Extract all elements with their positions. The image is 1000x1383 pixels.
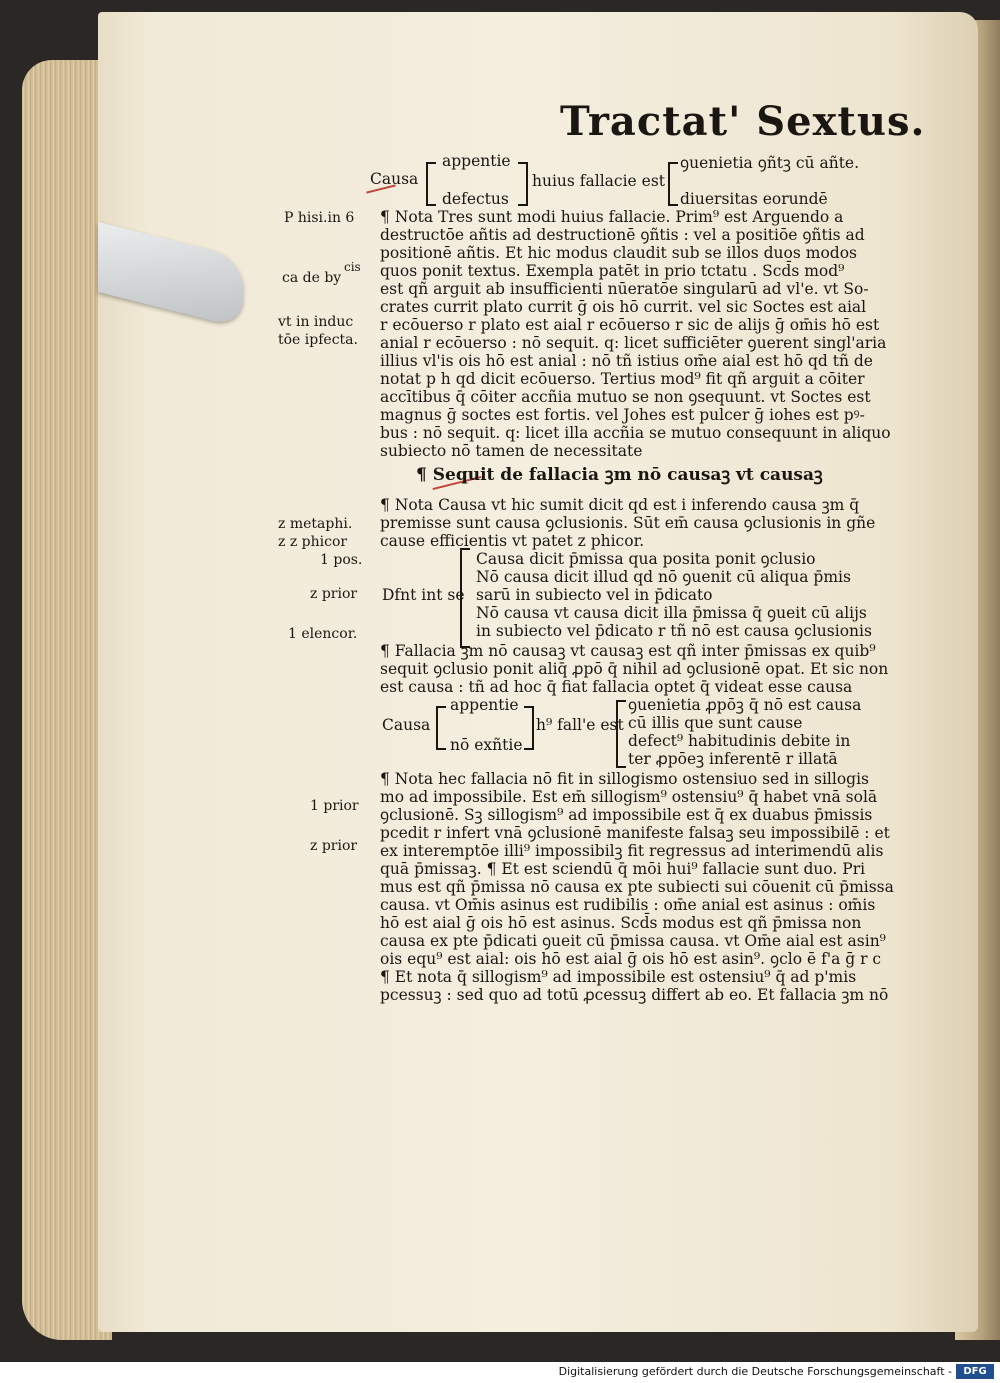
text-line: subiecto nō tamen de necessitate — [380, 442, 643, 460]
text-line: notat p h qd dicit ecōuerso. Tertius mod⁹ fit qñ arguit a cōiter — [380, 370, 865, 388]
margin-note: P hisi.in 6 — [284, 210, 355, 226]
causa-1-top: appentie — [442, 152, 511, 170]
text-line: magnus ḡ soctes est fortis. vel Johes est pulcer ḡ iohes est pꝰ- — [380, 406, 865, 424]
text-line: ¶ Nota Causa vt hic sumit dicit qd est i inferendo causa ꝫm q̄ — [380, 496, 860, 514]
text-line: illius vl'is ois hō est anial : nō tñ istius om̄e aial est hō qd tñ de — [380, 352, 873, 370]
bracket-left-2 — [616, 700, 626, 768]
bracket-right — [524, 706, 534, 750]
margin-note: 1 prior — [310, 798, 359, 814]
causa-1-bottom: defectus — [442, 190, 509, 208]
causa-1-right-bottom: diuersitas eorundē — [680, 190, 828, 208]
text-line: hō est aial ḡ ois hō est asinus. Scd̄s modus est qñ p̄missa non — [380, 914, 862, 932]
margin-note: z metaphi. — [278, 516, 353, 532]
causa-2-middle: h⁹ fall'e est — [536, 716, 624, 734]
text-line: ¶ Et nota q̄ sillogism⁹ ad impossibile est ostensiu⁹ q̄ ad p'mis — [380, 968, 857, 986]
text-line: sequit ꝯclusio ponit aliq̄ ꝓpō q̄ nihil ad ꝯclusionē opat. Et sic non — [380, 660, 889, 678]
text-line: mus est qñ p̄missa nō causa ex pte subiecti sui cōuenit cū p̄missa — [380, 878, 894, 896]
definition-line: Causa dicit p̄missa qua posita ponit ꝯclusio — [476, 550, 816, 568]
causa-2-bottom: nō exñtie — [450, 736, 523, 754]
causa-2-right-line: ter ꝓpōeꝫ inferentē r illatā — [628, 750, 838, 768]
margin-note: cis — [344, 260, 361, 274]
margin-note: z z phicor — [278, 534, 348, 550]
text-line: cause efficientis vt patet z phicor. — [380, 532, 645, 550]
section-title: ¶ Sequit de fallacia ꝫm nō causaꝫ vt causaꝫ — [416, 465, 823, 485]
text-line: ex interemptōe illi⁹ impossibilꝫ fit regressus ad interimendū alis — [380, 842, 884, 860]
causa-2-top: appentie — [450, 696, 519, 714]
causa-2-label: Causa — [382, 716, 431, 734]
text-line: ois equ⁹ est aial: ois hō est aial ḡ ois hō est asin⁹. ꝯclo ē f'a ḡ r c — [380, 950, 882, 968]
text-line: ꝯclusionē. Sꝫ sillogism⁹ ad impossibile est q̄ ex duabus p̄missis — [380, 806, 873, 824]
definition-line: Nō causa dicit illud qd nō ꝯuenit cū aliqua p̄mis — [476, 568, 851, 586]
text-line: mo ad impossibile. Est em̄ sillogism⁹ ostensiu⁹ q̄ habet vnā solā — [380, 788, 878, 806]
margin-note: z prior — [310, 838, 358, 854]
margin-note: tōe ipfecta. — [278, 332, 358, 348]
bracket-left — [436, 706, 446, 750]
text-line: premisse sunt causa ꝯclusionis. Sūt em̄ causa ꝯclusionis in gñe — [380, 514, 876, 532]
text-line: quā p̄missaꝫ. ¶ Et est sciendū q̄ mōi hui⁹ fallacie sunt duo. Pri — [380, 860, 866, 878]
text-line: anial r ecōuerso : nō sequit. q: licet sufficiēter ꝯuerent singl'aria — [380, 334, 887, 352]
digitization-footer — [0, 1362, 1000, 1383]
causa-1-right-top: ꝯuenietia ꝯñtꝫ cū añte. — [680, 154, 860, 172]
margin-note: 1 elencor. — [288, 626, 358, 642]
causa-2-right-line: defect⁹ habitudinis debite in — [628, 732, 851, 750]
footer-credit: Digitalisierung gefördert durch die Deutsche Forschungsgemeinschaft - — [558, 1365, 952, 1378]
margin-note: z prior — [310, 586, 358, 602]
definition-line: in subiecto vel p̄dicato r tñ nō est causa ꝯclusionis — [476, 622, 872, 640]
causa-1-middle: huius fallacie est — [532, 172, 666, 190]
page-clip-holder — [98, 222, 243, 328]
margin-note: ca de by — [282, 270, 342, 286]
text-line: pcessuꝫ : sed quo ad totū ꝓcessuꝫ differt ab eo. Et fallacia ꝫm nō — [380, 986, 889, 1004]
text-line: crates currit plato currit ḡ ois hō currit. vel sic Soctes est aial — [380, 298, 867, 316]
definition-label: Dfnt int se — [382, 586, 465, 604]
causa-2-right-line: cū illis que sunt cause — [628, 714, 803, 732]
bracket-left — [426, 162, 436, 206]
dfg-logo: DFG — [956, 1364, 994, 1379]
margin-note: vt in induc — [278, 314, 354, 330]
bracket-left — [460, 548, 470, 648]
bracket-right — [518, 162, 528, 206]
text-line: est causa : tñ ad hoc q̄ fiat fallacia optet q̄ videat esse causa — [380, 678, 853, 696]
definition-line: Nō causa vt causa dicit illa p̄missa q̄ ꝯueit cū alijs — [476, 604, 867, 622]
text-line: destructōe añtis ad destructionē ꝯñtis : vel a positiōe ꝯñtis ad — [380, 226, 865, 244]
book-page — [98, 12, 978, 1332]
text-line: positionē añtis. Et hic modus claudit sub se illos duos modos — [380, 244, 857, 262]
text-line: pcedit r infert vnā ꝯclusionē manifeste falsaꝫ seu impossibilē : et — [380, 824, 890, 842]
causa-2-right-line: ꝯuenietia ꝓpōꝫ q̄ nō est causa — [628, 696, 862, 714]
page-heading: Tractat' Sextus. — [560, 98, 926, 145]
text-line: ¶ Fallacia ꝫm nō causaꝫ vt causaꝫ est qñ inter p̄missas ex quib⁹ — [380, 642, 876, 660]
text-line: est qñ arguit ab insufficienti nūeratōe singularū ad vl'e. vt So- — [380, 280, 869, 298]
text-line: bus : nō sequit. q: licet illa accñia se mutuo consequunt in aliquo — [380, 424, 891, 442]
bracket-left-2 — [668, 162, 678, 206]
text-line: ¶ Nota hec fallacia nō fit in sillogismo ostensiuo sed in sillogis — [380, 770, 869, 788]
text-line: accītibus q̄ cōiter accñia mutuo se non ꝯsequunt. vt Soctes est — [380, 388, 871, 406]
text-line: causa. vt Om̄is asinus est rudibilis : om̄e anial est asinus : om̄is — [380, 896, 876, 914]
text-line: ¶ Nota Tres sunt modi huius fallacie. Prim⁹ est Arguendo a — [380, 208, 844, 226]
text-line: r ecōuerso r plato est aial r ecōuerso r sic de alijs ḡ om̄is hō est — [380, 316, 880, 334]
definition-line: sarū in subiecto vel in p̄dicato — [476, 586, 713, 604]
text-line: quos ponit textus. Exempla patēt in prio tctatu . Scd̄s mod⁹ — [380, 262, 845, 280]
margin-note: 1 pos. — [320, 552, 363, 568]
text-line: causa ex pte p̄dicati ꝯueit cū p̄missa causa. vt Om̄e aial est asin⁹ — [380, 932, 886, 950]
causa-1-label: Causa — [370, 170, 419, 188]
